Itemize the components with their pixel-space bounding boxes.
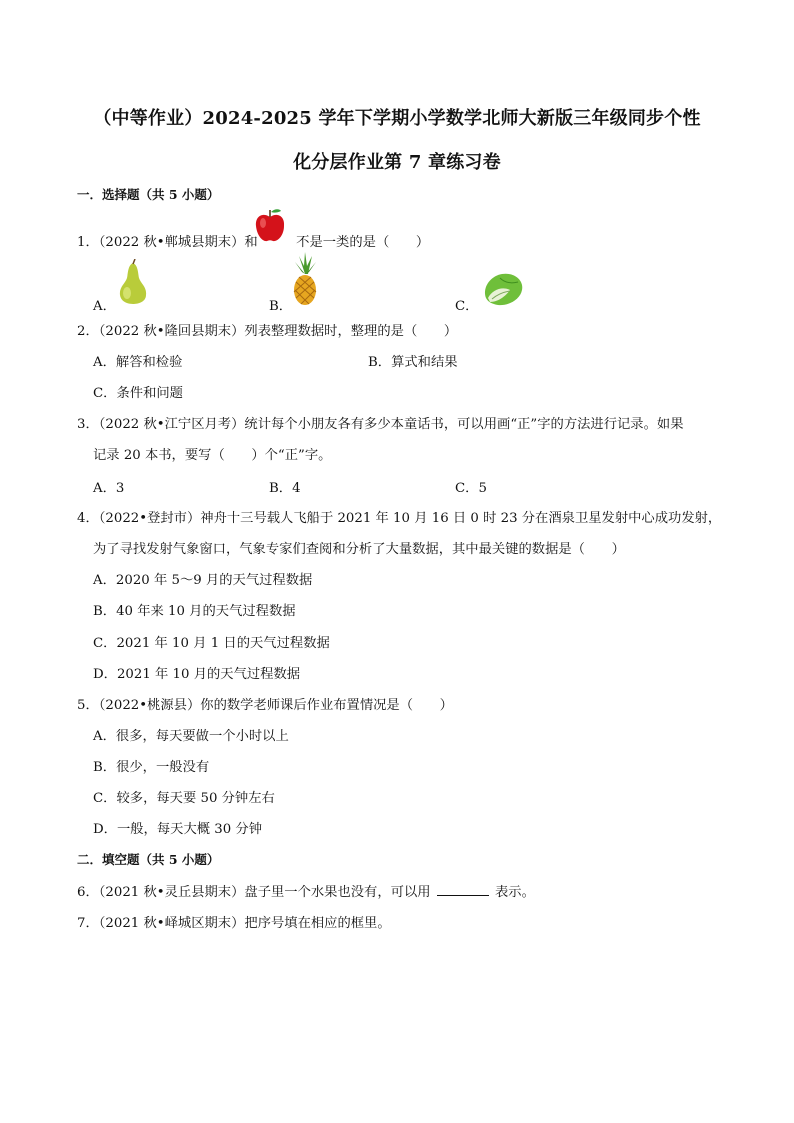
question-4-option-b[interactable]: B．40 年来 10 月的天气过程数据: [93, 604, 296, 619]
question-4-line-2: 为了寻找发射气象窗口，气象专家们查阅和分析了大量数据，其中最关键的数据是（ ）: [93, 542, 625, 557]
question-3-line-2: 记录 20 本书，要写（ ）个“正”字。: [93, 448, 332, 463]
page-title-line-1: （中等作业）2024-2025 学年下学期小学数学北师大新版三年级同步个性: [93, 108, 701, 129]
question-6-text-b: 表示。: [495, 885, 535, 900]
question-4-option-a[interactable]: A．2020 年 5～9 月的天气过程数据: [93, 573, 313, 588]
question-6-blank[interactable]: [437, 883, 489, 896]
section-heading-fill-blank: 二．填空题（共 5 小题）: [77, 852, 220, 867]
pear-icon: [116, 259, 150, 305]
question-4-option-d[interactable]: D．2021 年 10 月的天气过程数据: [93, 667, 301, 682]
question-5: 5．（2022•桃源县）你的数学老师课后作业布置情况是（ ）: [77, 698, 453, 713]
question-1-text-b: 不是一类的是（ ）: [296, 235, 430, 250]
question-3-option-b[interactable]: B．4: [269, 481, 301, 496]
question-2-option-b[interactable]: B．算式和结果: [368, 355, 458, 370]
question-6: [77, 881, 535, 900]
question-5-option-a[interactable]: A．很多，每天要做一个小时以上: [93, 729, 289, 744]
page-title-line-2: 化分层作业第 7 章练习卷: [293, 152, 501, 173]
question-2-option-c[interactable]: C．条件和问题: [93, 386, 183, 401]
question-3-option-a[interactable]: A．3: [93, 481, 125, 496]
pineapple-icon: [287, 252, 323, 306]
apple-icon: [253, 208, 287, 244]
question-5-option-c[interactable]: C．较多，每天要 50 分钟左右: [93, 791, 275, 806]
question-1-option-a[interactable]: A．: [93, 299, 116, 314]
question-2-option-a[interactable]: A．解答和检验: [93, 355, 183, 370]
section-heading-choice: 一．选择题（共 5 小题）: [77, 187, 220, 202]
question-7: 7．（2021 秋•峄城区期末）把序号填在相应的框里。: [77, 916, 391, 931]
question-4-line-1: 4．（2022•登封市）神舟十三号载人飞船于 2021 年 10 月 16 日 0 时 23 分在酒泉卫星发射中心成功发射，: [77, 511, 722, 526]
question-1-option-b[interactable]: B．: [269, 299, 293, 314]
question-1-option-c[interactable]: C．: [455, 299, 479, 314]
question-5-option-b[interactable]: B．很少，一般没有: [93, 760, 210, 775]
question-6-text-a: 6．（2021 秋•灵丘县期末）盘子里一个水果也没有，可以用: [77, 885, 431, 900]
question-5-option-d[interactable]: D．一般，每天大概 30 分钟: [93, 822, 263, 837]
question-3-line-1: 3．（2022 秋•江宁区月考）统计每个小朋友各有多少本童话书，可以用画“正”字的方法进行记录。如果: [77, 417, 684, 432]
question-3-option-c[interactable]: C．5: [455, 481, 487, 496]
question-2: 2．（2022 秋•隆回县期末）列表整理数据时，整理的是（ ）: [77, 324, 458, 339]
cabbage-icon: [480, 268, 526, 308]
question-1-text-a: 1．（2022 秋•郸城县期末）和: [77, 235, 258, 250]
question-4-option-c[interactable]: C．2021 年 10 月 1 日的天气过程数据: [93, 636, 330, 651]
